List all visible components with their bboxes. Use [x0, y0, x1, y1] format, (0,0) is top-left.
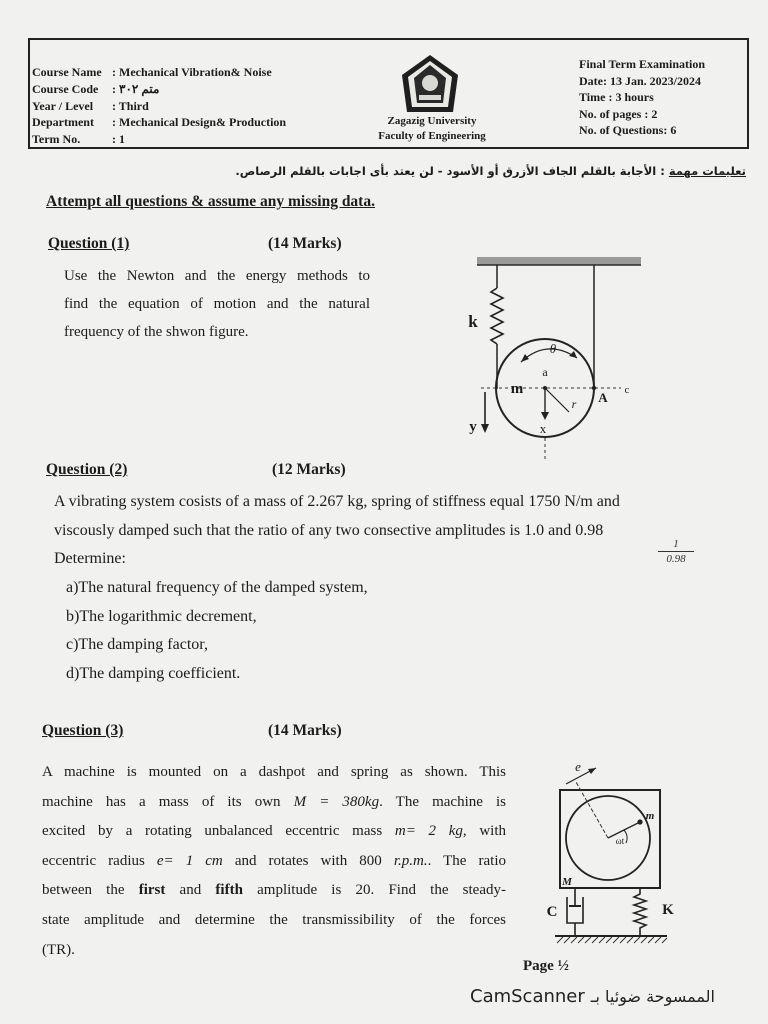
- radius-line: [545, 388, 569, 412]
- question-1-figure: [455, 248, 655, 462]
- question-3-line: [42, 847, 506, 877]
- university-block: [352, 114, 512, 144]
- question-3-marks: (14 Marks): [268, 722, 342, 739]
- text-segment: excited by a rotating unbalanced eccentric mass: [42, 823, 395, 840]
- text-segment: and rotates with 800: [222, 852, 394, 869]
- label-a: a: [542, 365, 548, 379]
- question-1-line: find the equation of motion and the natural: [64, 296, 370, 312]
- scanner-brand: CamScanner: [470, 986, 585, 1007]
- label-e: e: [575, 759, 581, 774]
- label-M: M: [562, 876, 572, 888]
- unbalanced-mass: [637, 819, 642, 824]
- question-2-marks: (12 Marks): [272, 461, 346, 478]
- question-3-figure: [540, 758, 680, 950]
- question-3-line: [42, 906, 506, 936]
- eccentric-mass-value: m= 2 kg: [394, 823, 463, 840]
- instructions-text: : الأجابة بالقلم الجاف الأزرق أو الأسود - لن يعتد بأى اجابات بالقلم الرصاص.: [235, 164, 669, 178]
- eccentricity-arrowhead: [588, 768, 596, 774]
- exam-type: Final Term Examination: [579, 57, 706, 71]
- label-point-a: A: [598, 390, 608, 405]
- question-1-marks: (14 Marks): [268, 235, 342, 252]
- question-1-line: Use the Newton and the energy methods to: [64, 268, 370, 284]
- question-3-title: Question (3): [42, 722, 124, 739]
- ground-hatch: [557, 937, 667, 943]
- text-segment: A machine is mounted on a dashpot and spring as shown. This: [42, 764, 506, 780]
- question-2-items: [66, 574, 368, 688]
- note-numerator: 1: [673, 538, 679, 550]
- question-3-text: [42, 758, 506, 965]
- course-name-row: [32, 64, 286, 81]
- disc-center: [543, 386, 547, 390]
- label-K: K: [662, 902, 674, 918]
- rotation-arrowhead-start: [521, 354, 529, 362]
- machine-mass-value: M = 380kg: [293, 793, 380, 810]
- question-3-line: [42, 876, 506, 906]
- course-name-value: : Mechanical Vibration& Noise: [112, 65, 272, 79]
- exam-info: [579, 56, 705, 139]
- question-2-text: [54, 488, 620, 574]
- department-value: : Mechanical Design& Production: [112, 115, 287, 130]
- logo-emblem: [422, 75, 438, 91]
- exam-pages: No. of pages : 2: [579, 106, 658, 121]
- question-3-line: [42, 817, 506, 847]
- note-denominator: 0.98: [666, 553, 686, 565]
- text-segment: , with: [462, 823, 506, 840]
- note-fraction-bar: [658, 551, 694, 552]
- exam-date: Date: 13 Jan. 2023/2024: [579, 73, 701, 88]
- spring-k: [491, 288, 503, 344]
- page-number: Page ½: [523, 958, 569, 974]
- label-r: r: [571, 397, 577, 411]
- question-2-item: b)The logarithmic decrement,: [66, 607, 257, 625]
- question-2-line: viscously damped such that the ratio of any two consective amplitudes is 1.0 and 0.98: [54, 521, 604, 539]
- question-2-line: A vibrating system cosists of a mass of 2.267 kg, spring of stiffness equal 1750 N/m and: [54, 493, 620, 510]
- university-logo-icon: [399, 53, 461, 115]
- scanner-arabic-text: الممسوحة ضوئيا بـ: [590, 987, 715, 1006]
- course-code-value: : متم ٣٠٢: [112, 81, 160, 96]
- label-x: x: [539, 421, 547, 436]
- term-label: Term No.: [32, 132, 81, 147]
- x-arrowhead: [541, 412, 549, 420]
- course-code-label: Course Code: [32, 81, 99, 96]
- exam-time: Time : 3 hours: [579, 90, 654, 104]
- scanner-watermark: [470, 986, 715, 1007]
- department-label: Department: [32, 115, 94, 130]
- handwritten-note: [650, 538, 702, 565]
- text-segment: (TR).: [42, 941, 75, 958]
- course-name-label: Course Name: [32, 65, 102, 79]
- year-level-label: Year / Level: [32, 98, 94, 113]
- term-row: [32, 131, 286, 148]
- logo-banner: [419, 95, 441, 100]
- text-segment: state amplitude and determine the transmissibility of the forces: [42, 911, 506, 928]
- text-segment: eccentric radius: [42, 852, 157, 869]
- label-k: k: [468, 312, 478, 331]
- question-2-item: a)The natural frequency of the damped system,: [66, 579, 368, 596]
- label-c: c: [624, 384, 630, 396]
- exam-question-count: No. of Questions: 6: [579, 123, 677, 137]
- eccentric-radius-value: e= 1 cm: [156, 852, 223, 869]
- question-2-title: Question (2): [46, 461, 128, 478]
- point-a-marker: [592, 386, 596, 390]
- text-segment: amplitude is 20. Find the steady-: [242, 882, 506, 899]
- label-theta: θ: [549, 341, 557, 356]
- text-segment: . The ratio: [427, 852, 506, 869]
- label-C: C: [546, 904, 558, 920]
- label-y: y: [469, 419, 477, 435]
- question-2-determine: Determine:: [54, 550, 126, 567]
- text-segment: machine has a mass of its own: [42, 793, 294, 810]
- label-m: m: [510, 381, 524, 397]
- question-2-item: c)The damping factor,: [66, 636, 208, 654]
- text-segment: . The machine is: [379, 793, 506, 810]
- arabic-instructions: [180, 164, 746, 178]
- year-level-row: [32, 98, 286, 115]
- general-instruction: Attempt all questions & assume any missing data.: [46, 193, 375, 210]
- label-omega-t: ωt: [615, 836, 625, 846]
- fifth-emphasis: fifth: [215, 882, 243, 899]
- y-arrowhead: [481, 424, 489, 433]
- text-segment: between the: [42, 882, 139, 899]
- year-level-value: : Third: [112, 98, 149, 113]
- question-1-text: [64, 262, 370, 346]
- instructions-label: تعليمات مهمة: [668, 164, 746, 178]
- question-3-line: [42, 788, 506, 818]
- text-segment: and: [165, 882, 216, 899]
- question-1-line: frequency of the shwon figure.: [64, 324, 249, 340]
- question-1-title: Question (1): [48, 235, 130, 252]
- faculty-name: Faculty of Engineering: [378, 130, 486, 142]
- question-3-line: [42, 758, 506, 788]
- machine-frame: [560, 790, 660, 888]
- course-info: [32, 64, 286, 148]
- label-m: m: [645, 810, 655, 822]
- support-spring: [634, 888, 646, 936]
- first-emphasis: first: [138, 882, 166, 899]
- question-3-line: [42, 936, 506, 966]
- course-code-row: [32, 81, 286, 98]
- term-value: : 1: [112, 132, 125, 147]
- rpm-unit: r.p.m.: [393, 852, 428, 869]
- angle-arc: [624, 830, 627, 843]
- ceiling-support: [477, 257, 641, 265]
- question-2-item: d)The damping coefficient.: [66, 664, 241, 682]
- university-name: Zagazig University: [387, 115, 477, 127]
- department-row: [32, 114, 286, 131]
